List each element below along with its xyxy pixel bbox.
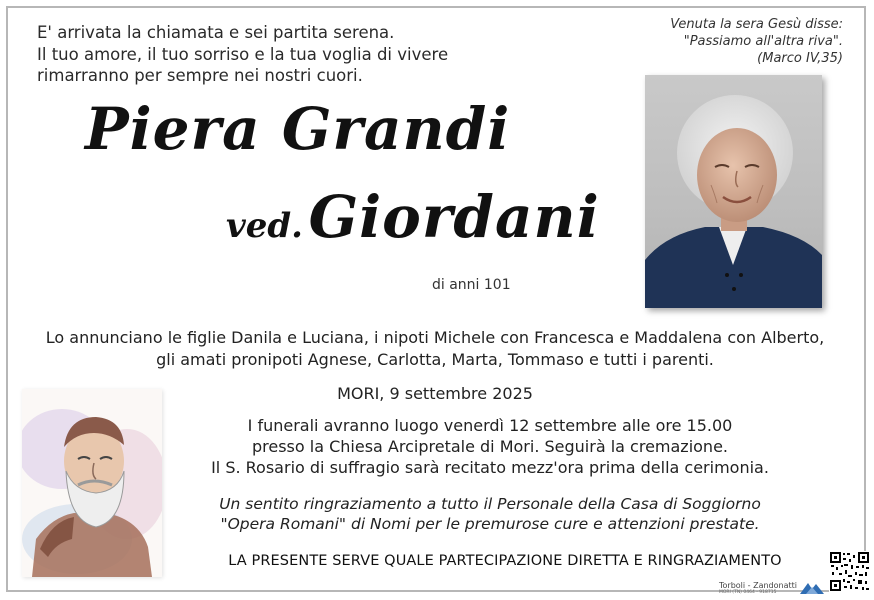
opening-line: Il tuo amore, il tuo sorriso e la tua voglia di vivere <box>37 44 449 64</box>
opening-verse <box>37 22 457 87</box>
thanks-note <box>190 494 790 534</box>
opening-line: rimarranno per sempre nei nostri cuori. <box>37 66 363 85</box>
funeral-home-name: Torboli - Zandonatti <box>719 581 797 590</box>
ved-label: ved. <box>226 206 303 246</box>
portrait-photo <box>645 75 822 308</box>
funeral-home-mark-icon <box>800 581 824 595</box>
funeral-line: Il S. Rosario di suffragio sarà recitato mezz'ora prima della cerimonia. <box>211 458 769 477</box>
opening-line: E' arrivata la chiamata e sei partita serena. <box>37 23 395 42</box>
place-date: MORI, 9 settembre 2025 <box>337 384 533 403</box>
funeral-details <box>190 415 790 478</box>
deceased-age: di anni 101 <box>432 277 511 293</box>
deceased-name: Piera Grandi <box>85 95 511 163</box>
thanks-line: Un sentito ringraziamento a tutto il Personale della Casa di Soggiorno <box>219 495 761 513</box>
closing-statement: LA PRESENTE SERVE QUALE PARTECIPAZIONE DIRETTA E RINGRAZIAMENTO <box>228 553 782 569</box>
gospel-quote <box>583 16 843 67</box>
family-announcement <box>30 327 840 371</box>
funeral-home-logo <box>717 580 827 596</box>
funeral-line: presso la Chiesa Arcipretale di Mori. Seguirà la cremazione. <box>251 437 728 456</box>
announcement-line: gli amati pronipoti Agnese, Carlotta, Marta, Tommaso e tutti i parenti. <box>156 350 714 369</box>
deceased-married-name <box>226 183 600 251</box>
padre-pio-drawing <box>22 389 162 577</box>
married-surname: Giordani <box>308 183 600 251</box>
funeral-line: I funerali avranno luogo venerdì 12 settembre alle ore 15.00 <box>247 416 733 435</box>
funeral-home-contact: MORI (TN) 0464 - 918715 <box>719 590 777 595</box>
quote-line: (Marco IV,35) <box>757 51 843 66</box>
qr-code-icon[interactable] <box>829 551 870 592</box>
quote-line: Venuta la sera Gesù disse: <box>670 17 843 32</box>
thanks-line: "Opera Romani" di Nomi per le premurose cure e attenzioni prestate. <box>220 515 760 533</box>
announcement-line: Lo annunciano le figlie Danila e Luciana, i nipoti Michele con Francesca e Maddalena con Alberto, <box>45 328 825 347</box>
quote-line: "Passiamo all'altra riva". <box>683 34 843 49</box>
